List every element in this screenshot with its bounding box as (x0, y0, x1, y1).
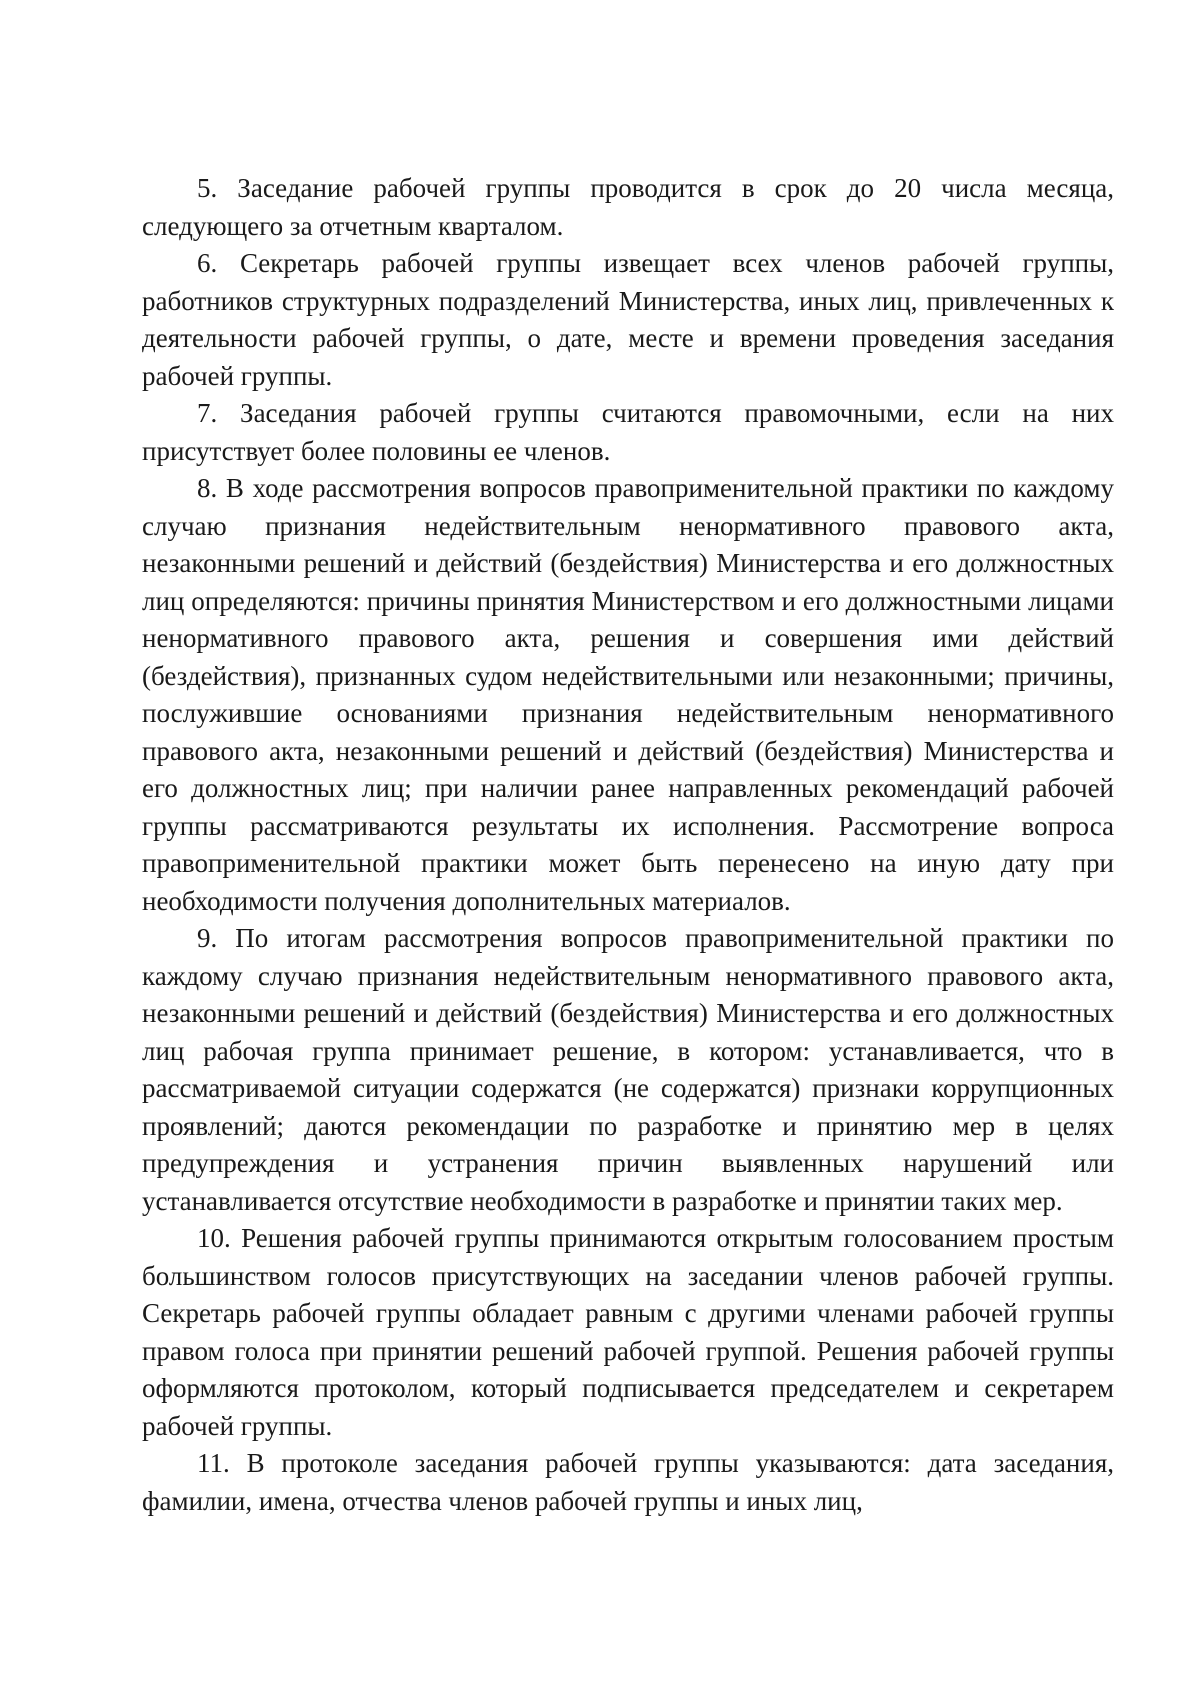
paragraph-6: 6. Секретарь рабочей группы извещает всех членов рабочей группы, работников структурных подразделений Министерства, иных лиц, привлеченных к деятельности рабочей группы, о дате, месте и времени проведения заседания рабочей группы. (142, 248, 1114, 391)
paragraph-11: 11. В протоколе заседания рабочей группы указываются: дата заседания, фамилии, имена, отчества членов рабочей группы и иных лиц, (142, 1448, 1114, 1516)
paragraph-8: 8. В ходе рассмотрения вопросов правоприменительной практики по каждому случаю признания недействительным ненормативного правового акта, незаконными решений и действий (бездействия) Министерства и его должностных лиц определяются: причины принятия Министерством и его должностными лицами ненормативного правового акта, решения и совершения ими действий (бездействия), признанных судом недействительными или незаконными; причины, послужившие основаниями признания недействительным ненормативного правового акта, незаконными решений и действий (бездействия) Министерства и его должностных лиц; при наличии ранее направленных рекомендаций рабочей группы рассматриваются результаты их исполнения. Рассмотрение вопроса правоприменительной практики может быть перенесено на иную дату при необходимости получения дополнительных материалов. (142, 473, 1114, 916)
paragraph-9: 9. По итогам рассмотрения вопросов правоприменительной практики по каждому случаю признания недействительным ненормативного правового акта, незаконными решений и действий (бездействия) Министерства и его должностных лиц рабочая группа принимает решение, в котором: устанавливается, что в рассматриваемой ситуации содержатся (не содержатся) признаки коррупционных проявлений; даются рекомендации по разработке и принятию мер в целях предупреждения и устранения причин выявленных нарушений или устанавливается отсутствие необходимости в разработке и принятии таких мер. (142, 923, 1114, 1216)
document-body (142, 170, 1114, 1520)
paragraph-10: 10. Решения рабочей группы принимаются открытым голосованием простым большинством голосов присутствующих на заседании членов рабочей группы. Секретарь рабочей группы обладает равным с другими членами рабочей группы правом голоса при принятии решений рабочей группой. Решения рабочей группы оформляются протоколом, который подписывается председателем и секретарем рабочей группы. (142, 1223, 1114, 1441)
paragraph-5: 5. Заседание рабочей группы проводится в срок до 20 числа месяца, следующего за отчетным кварталом. (142, 173, 1114, 241)
paragraph-7: 7. Заседания рабочей группы считаются правомочными, если на них присутствует более половины ее членов. (142, 398, 1114, 466)
